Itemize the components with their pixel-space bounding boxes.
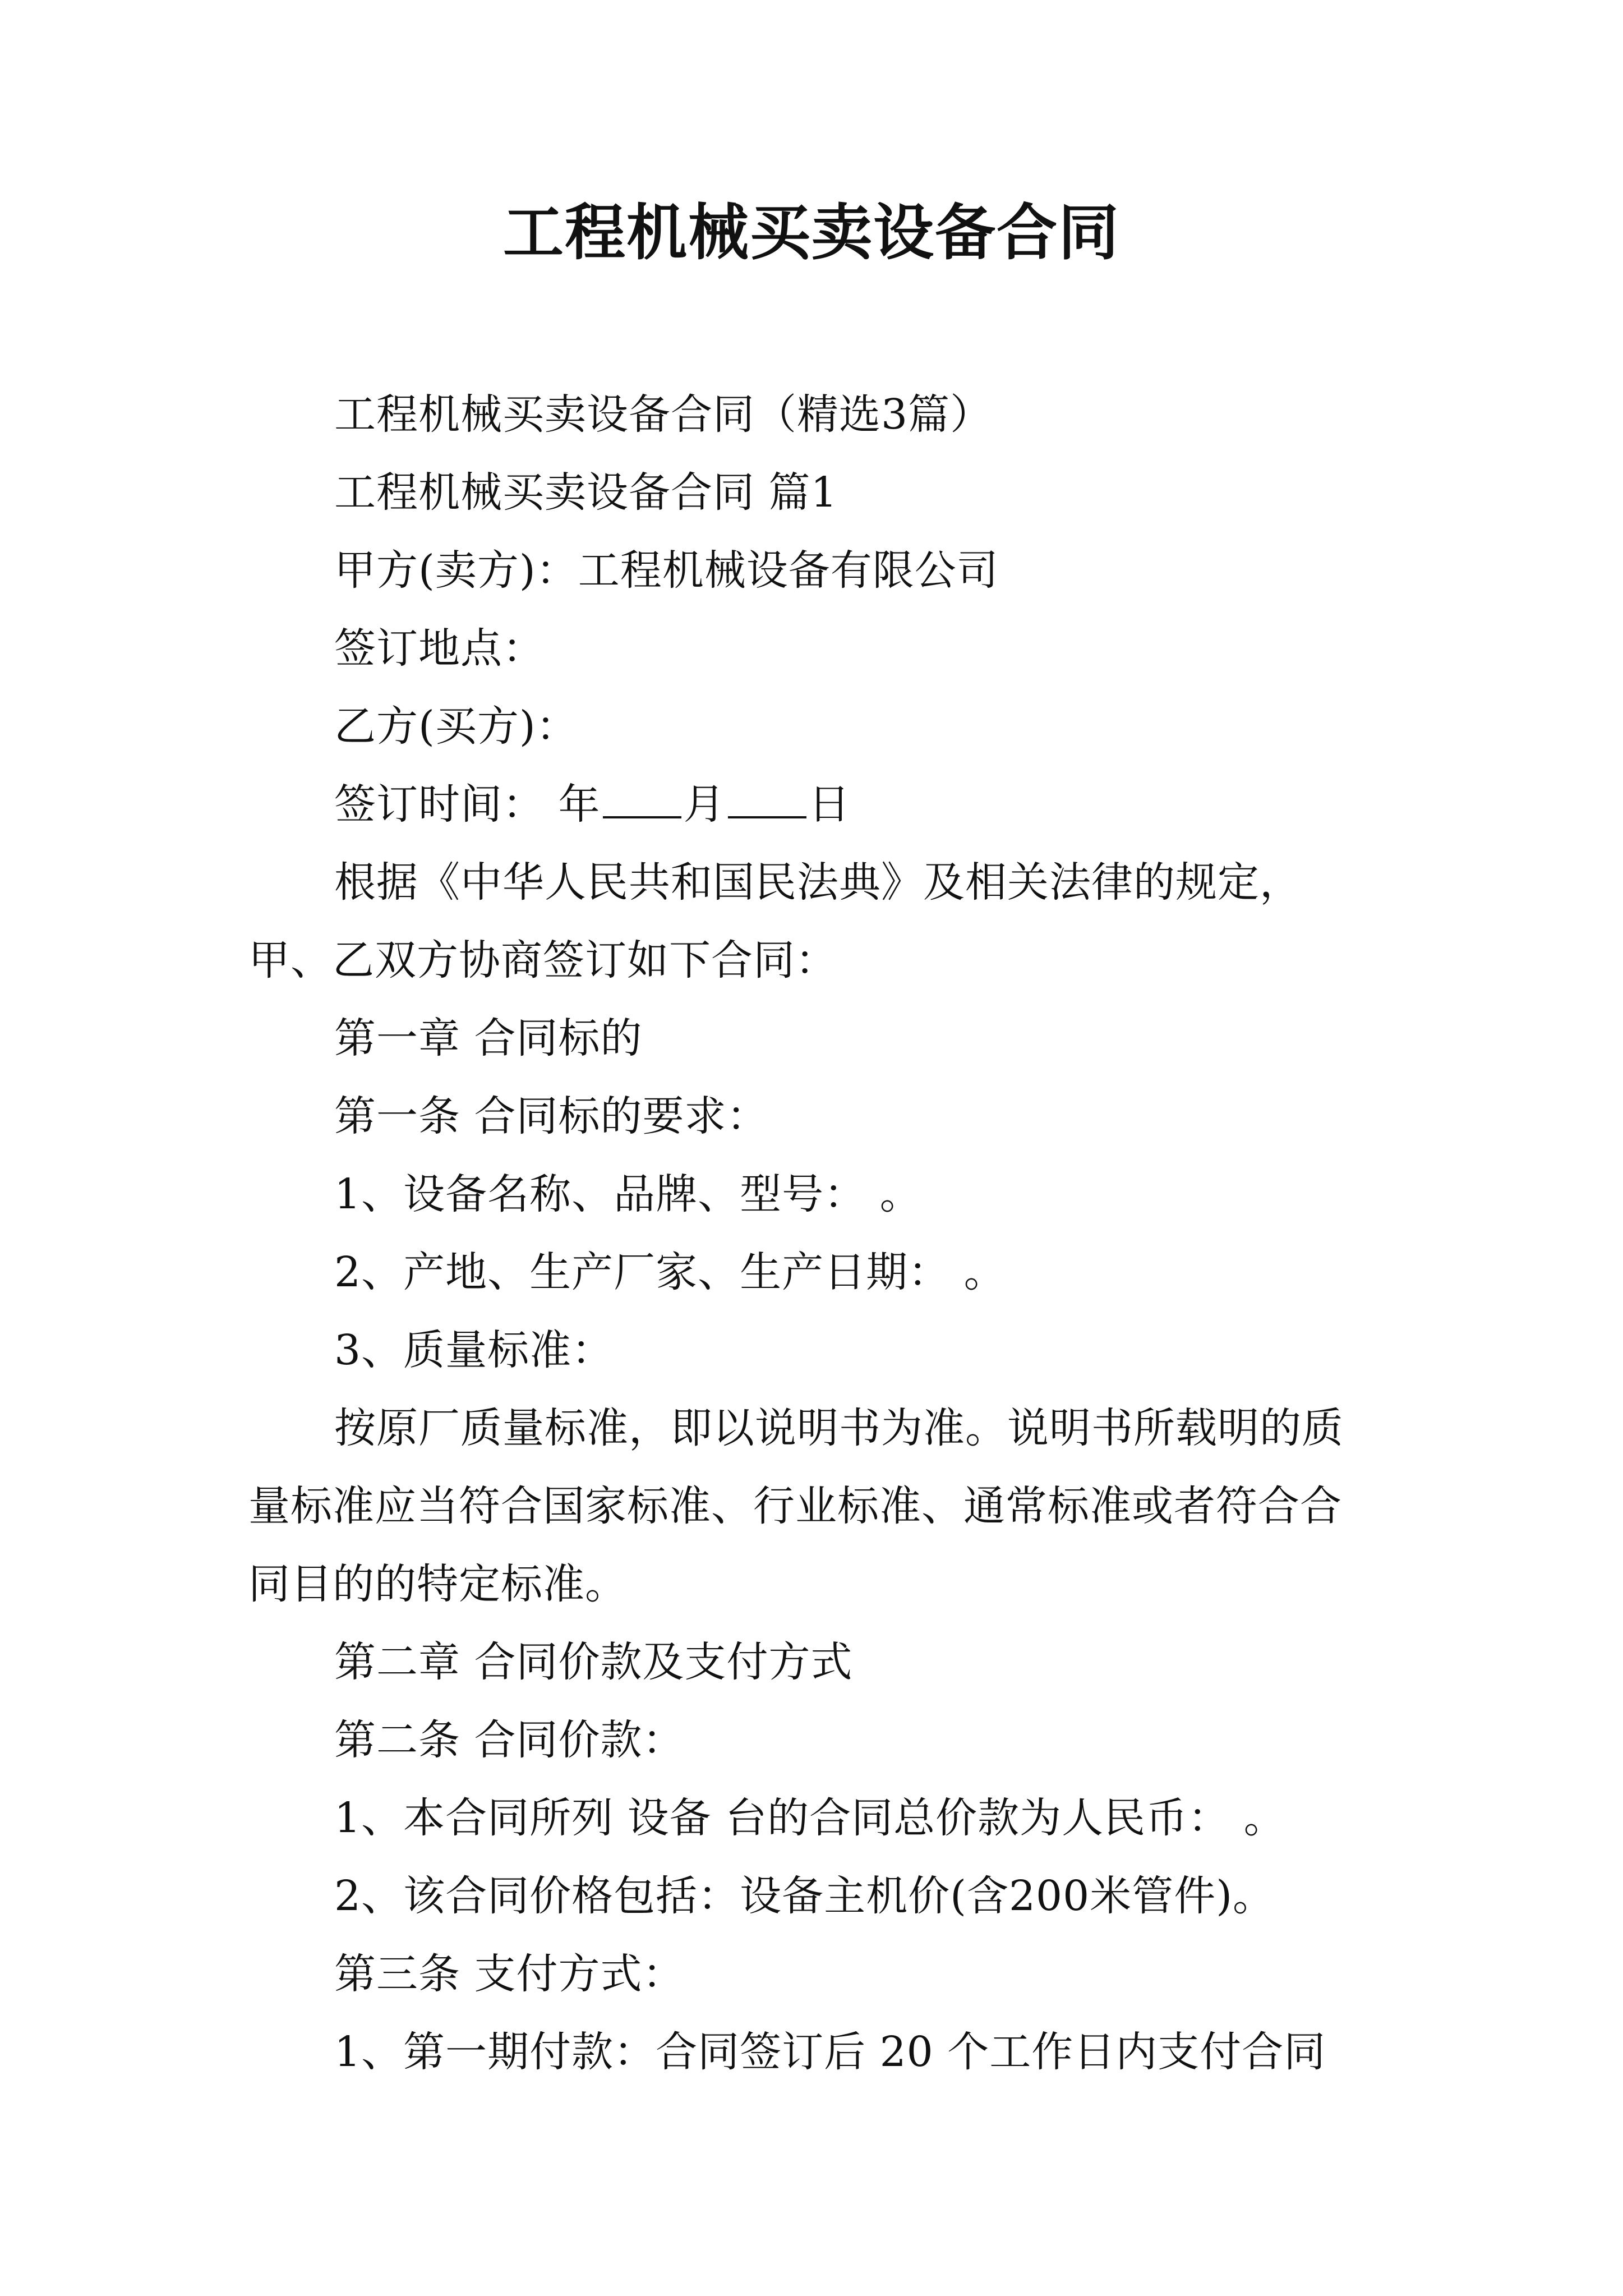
- article-1-heading: 第一条 合同标的要求：: [334, 1092, 769, 1140]
- sign-time-line: [248, 766, 1378, 844]
- chapter-1-heading: 第一章 合同标的: [334, 1014, 643, 1062]
- preamble-paragraph: 根据《中华人民共和国民法典》及相关法律的规定，甲、乙双方协商签订如下合同：: [248, 858, 1302, 984]
- chapter-2-heading: 第二章 合同价款及支付方式: [334, 1638, 853, 1686]
- month-blank: [603, 813, 681, 818]
- subtitle: 工程机械买卖设备合同（精选3篇）: [334, 390, 993, 439]
- section-heading: 工程机械买卖设备合同 篇1: [334, 468, 838, 517]
- article-3-heading: 第三条 支付方式：: [334, 1950, 685, 1998]
- party-a-line: 甲方(卖方)：工程机械设备有限公司: [334, 546, 999, 595]
- item-2-2: 2、该合同价格包括：设备主机价(含200米管件)。: [334, 1872, 1275, 1920]
- day-blank: [728, 813, 806, 818]
- document-title: 工程机械买卖设备合同: [502, 197, 1120, 268]
- document-body: [248, 376, 1378, 2091]
- item-1-2: 2、产地、生产厂家、生产日期： 。: [334, 1248, 1006, 1296]
- item-1-1: 1、设备名称、品牌、型号： 。: [334, 1170, 922, 1218]
- item-2-1: 1、本合同所列 设备 台的合同总价款为人民币： 。: [334, 1794, 1286, 1842]
- article-2-heading: 第二条 合同价款：: [334, 1716, 685, 1764]
- party-b-line: 乙方(买方)：: [334, 702, 578, 751]
- sign-time-month: 月: [683, 780, 726, 829]
- item-1-3: 3、质量标准：: [334, 1326, 614, 1374]
- sign-time-label: 签订时间： 年: [334, 780, 601, 829]
- sign-place-line: 签订地点：: [334, 624, 545, 673]
- quality-paragraph: 按原厂质量标准，即以说明书为准。说明书所载明的质量标准应当符合国家标准、行业标准、通常标准或者符合合同目的的特定标准。: [248, 1404, 1344, 1608]
- sign-time-day: 日: [808, 780, 851, 829]
- item-3-1: 1、第一期付款：合同签订后 20 个工作日内支付合同: [334, 2028, 1326, 2076]
